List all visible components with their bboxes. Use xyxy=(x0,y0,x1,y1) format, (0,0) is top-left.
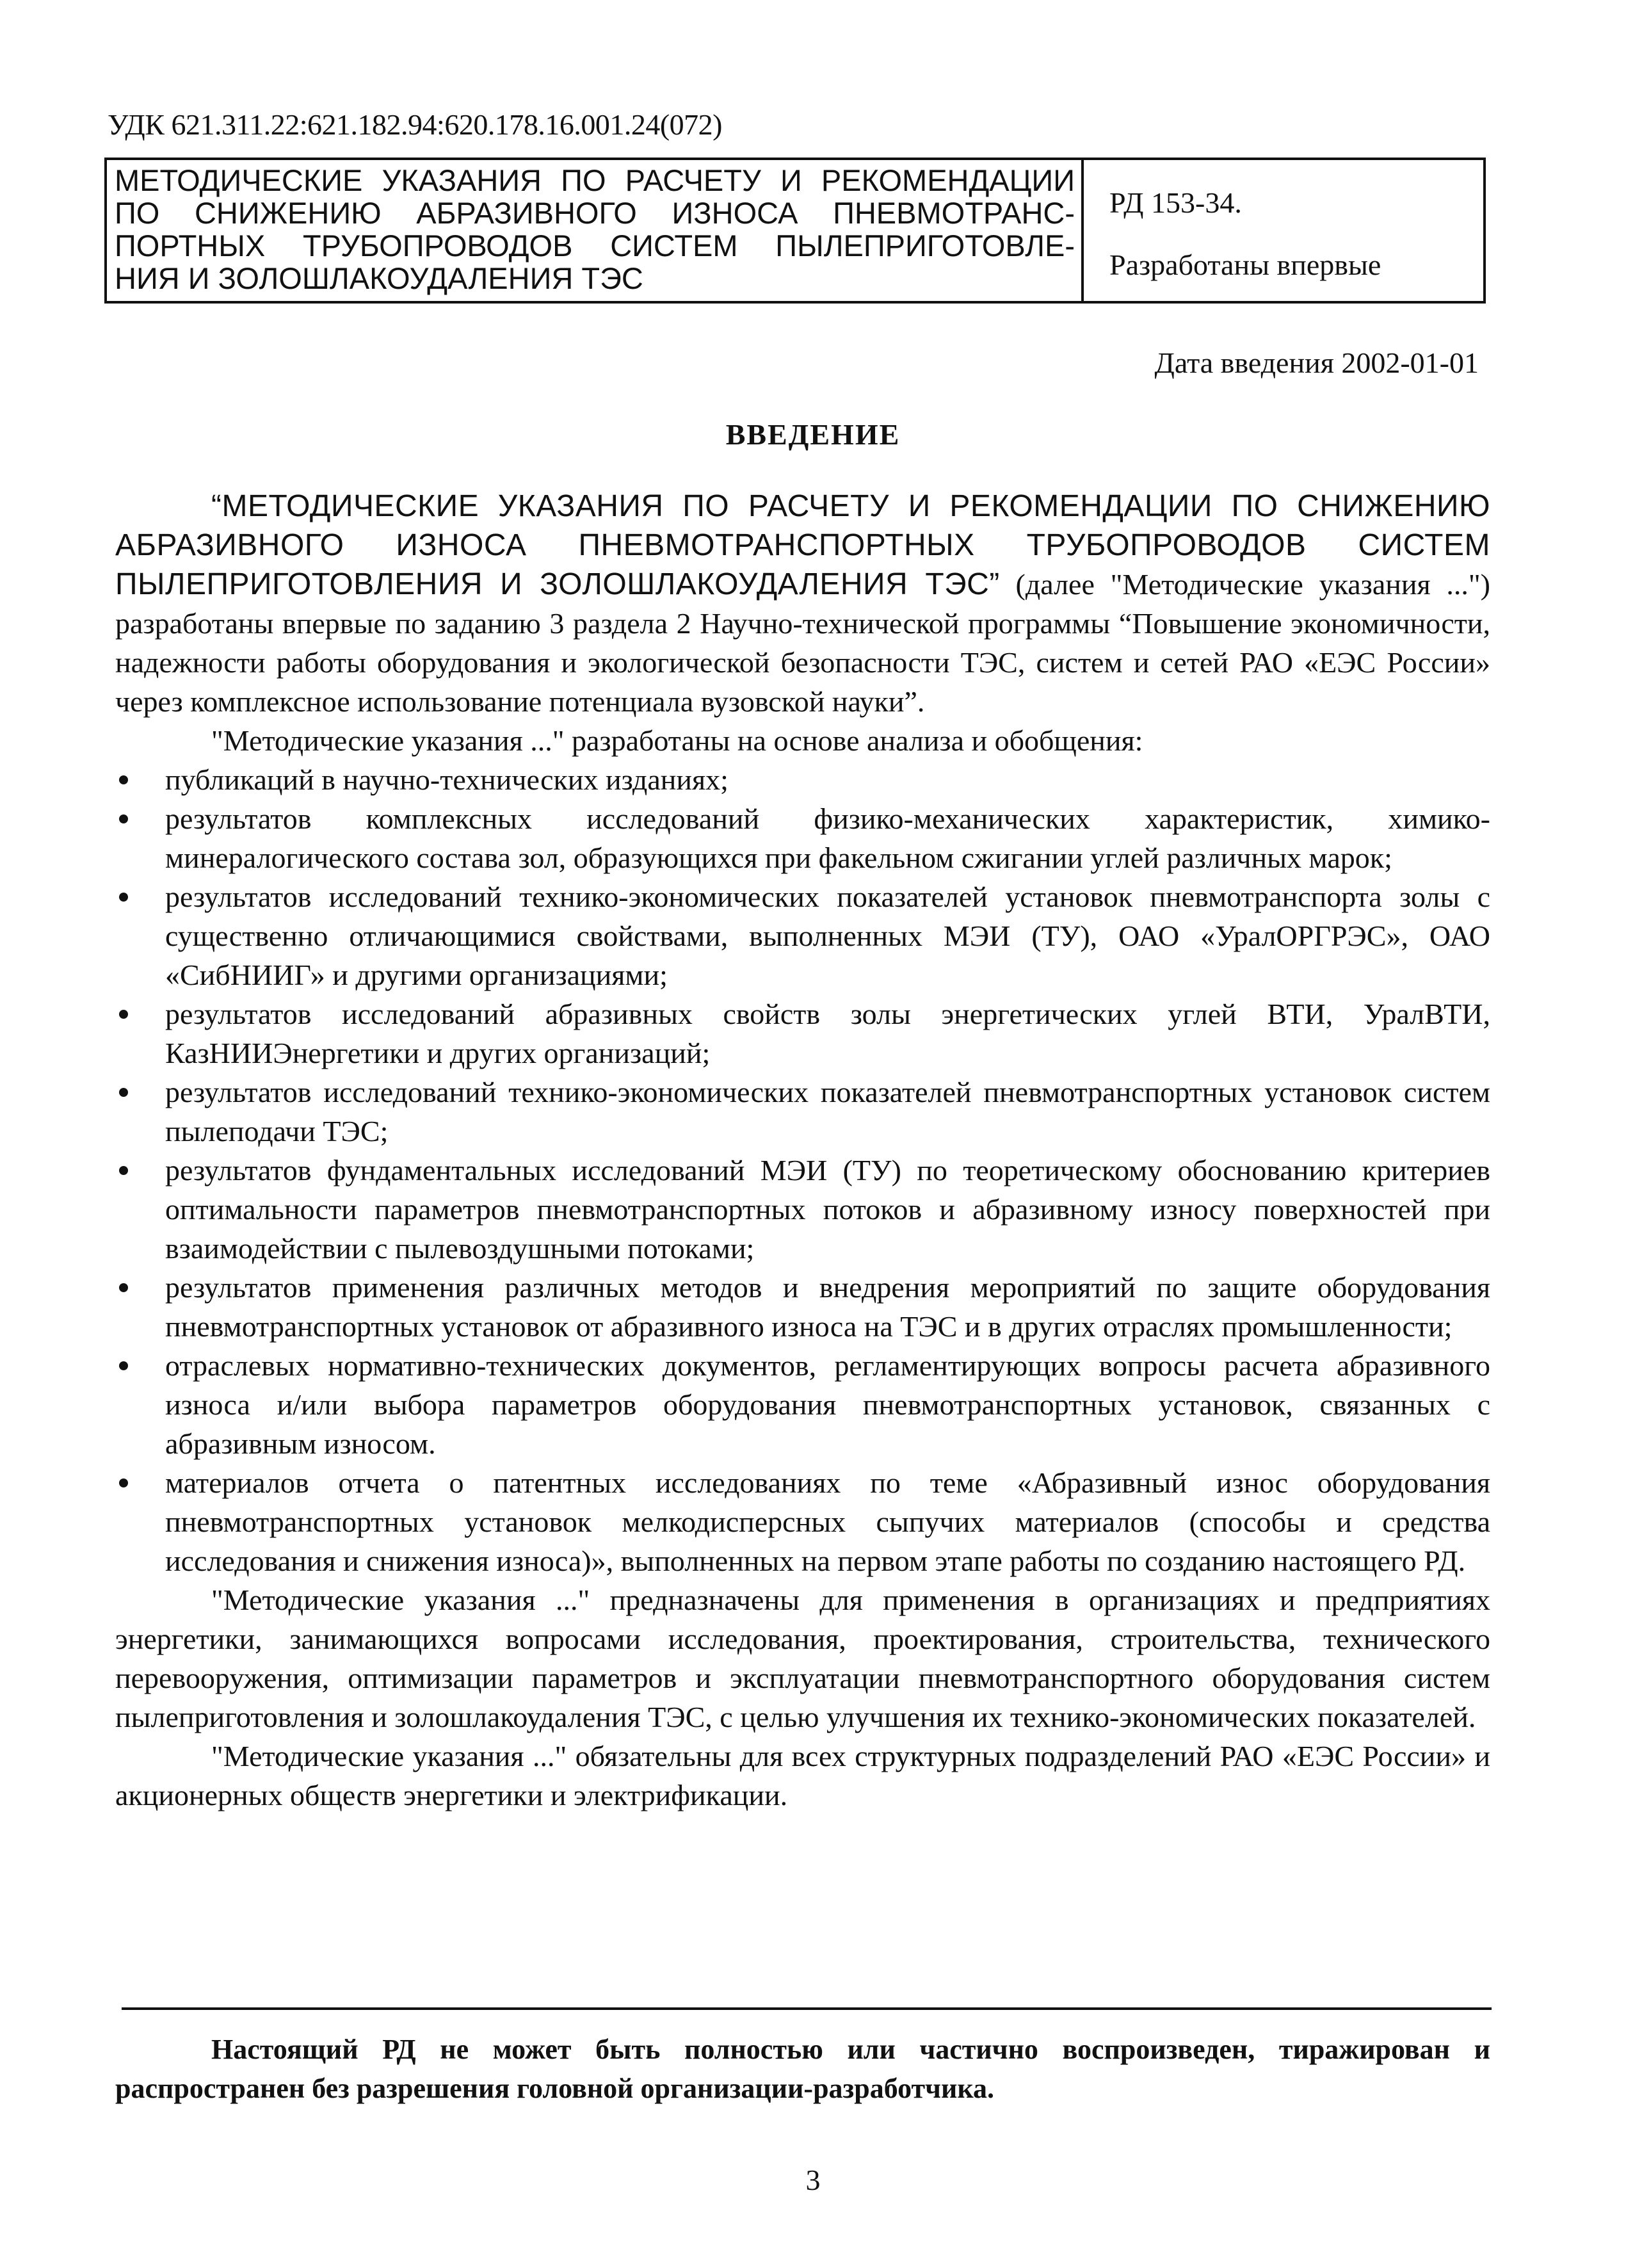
document-info-cell xyxy=(1084,160,1483,301)
intro-rest: (далее "Методические указания ...") разработаны впервые по заданию 3 раздела 2 Научно-технической программы “Повышение экономичности, надежности работы оборудования и экологической безопасности ТЭС, систем и сетей РАО «ЕЭС России» через комплексное использование потенциала вузовской науки”. xyxy=(115,568,1490,718)
document-title-line: НИЯ И ЗОЛОШЛАКОУДАЛЕНИЯ ТЭС xyxy=(115,261,643,295)
copyright-text: Настоящий РД не может быть полностью или частично воспроизведен, тиражирован и распространен без разрешения головной организации-разработчика. xyxy=(115,2034,1490,2104)
basis-intro: "Методические указания ..." разработаны на основе анализа и обобщения: xyxy=(211,724,1143,757)
copyright-notice xyxy=(115,2030,1490,2108)
bullet-icon xyxy=(119,1166,128,1175)
purpose-paragraph: "Методические указания ..." предназначены для применения в организациях и предприятиях энергетики, занимающихся вопросами исследования, проектирования, строительства, технического перевооружения, оптимизации параметров и эксплуатации пневмотранспортного оборудования систем пылеприготовления и золошлакоудаления ТЭС, с целью улучшения их технико-экономических показателей. xyxy=(115,1584,1490,1733)
page-number: 3 xyxy=(805,2164,821,2196)
list-item: результатов фундаментальных исследований МЭИ (ТУ) по теоретическому обоснованию критериев оптимальности параметров пневмотранспортных потоков и абразивному износу поверхностей при взаимодействии с пылевоздушными потоками; xyxy=(115,1151,1490,1268)
bullet-icon xyxy=(119,893,128,902)
bullet-icon xyxy=(119,1283,128,1292)
document-title-line: ПОРТНЫХ ТРУБОПРОВОДОВ СИСТЕМ ПЫЛЕПРИГОТОВЛЕ- xyxy=(115,229,1075,263)
list-item: результатов применения различных методов и внедрения мероприятий по защите оборудования пневмотранспортных установок от абразивного износа на ТЭС и в других отраслях промышленности; xyxy=(115,1268,1490,1346)
bullet-icon xyxy=(119,1010,128,1019)
mandatory-paragraph: "Методические указания ..." обязательны для всех структурных подразделений РАО «ЕЭС России» и акционерных обществ энергетики и электрификации. xyxy=(115,1740,1490,1811)
list-item: результатов исследований абразивных свойств золы энергетических углей ВТИ, УралВТИ, КазНИИЭнергетики и других организаций; xyxy=(115,994,1490,1073)
document-title-line: МЕТОДИЧЕСКИЕ УКАЗАНИЯ ПО РАСЧЕТУ И РЕКОМЕНДАЦИИ xyxy=(115,163,1075,197)
bullet-icon xyxy=(119,1361,128,1370)
footer-divider xyxy=(122,2007,1492,2010)
section-title: ВВЕДЕНИЕ xyxy=(725,418,901,451)
bullet-icon xyxy=(119,775,128,784)
udk-code: УДК 621.311.22:621.182.94:620.178.16.001.24(072) xyxy=(108,108,722,141)
list-item: результатов комплексных исследований физико-механических характеристик, химико-минералогического состава зол, образующихся при факельном сжигании углей различных марок; xyxy=(115,799,1490,877)
effective-date: Дата введения 2002-01-01 xyxy=(1154,346,1479,379)
document-title-cell xyxy=(107,160,1084,301)
intro-caps-title: “МЕТОДИЧЕСКИЕ УКАЗАНИЯ ПО РАСЧЕТУ И РЕКОМЕНДАЦИИ ПО СНИЖЕНИЮ АБРАЗИВНОГО ИЗНОСА ПНЕВМОТРАНСПОРТНЫХ ТРУБОПРОВОДОВ СИСТЕМ ПЫЛЕПРИГОТОВЛЕНИЯ И ЗОЛОШЛАКОУДАЛЕНИЯ ТЭС” xyxy=(115,489,1490,601)
intro-paragraph xyxy=(115,487,1490,721)
body-text xyxy=(115,487,1490,1815)
bullet-icon xyxy=(119,814,128,823)
list-item: результатов исследований технико-экономических показателей установок пневмотранспорта золы с существенно отличающимися свойствами, выполненных МЭИ (ТУ), ОАО «УралОРГРЭС», ОАО «СибНИИГ» и другими организациями; xyxy=(115,877,1490,994)
list-item: отраслевых нормативно-технических документов, регламентирующих вопросы расчета абразивного износа и/или выбора параметров оборудования пневмотранспортных установок, связанных с абразивным износом. xyxy=(115,1346,1490,1463)
document-status: Разработаны впервые xyxy=(1109,248,1381,281)
list-item: публикаций в научно-технических изданиях; xyxy=(115,760,1490,799)
bullet-icon xyxy=(119,1088,128,1097)
bullet-icon xyxy=(119,1478,128,1487)
list-item: результатов исследований технико-экономических показателей пневмотранспортных установок систем пылеподачи ТЭС; xyxy=(115,1073,1490,1151)
list-item: материалов отчета о патентных исследованиях по теме «Абразивный износ оборудования пневмотранспортных установок мелкодисперсных сыпучих материалов (способы и средства исследования и снижения износа)», выполненных на первом этапе работы по созданию настоящего РД. xyxy=(115,1463,1490,1580)
header-table xyxy=(104,158,1486,304)
document-title-line: ПО СНИЖЕНИЮ АБРАЗИВНОГО ИЗНОСА ПНЕВМОТРАНС- xyxy=(115,196,1075,230)
basis-list xyxy=(115,760,1490,1580)
document-code: РД 153-34. xyxy=(1109,186,1242,219)
